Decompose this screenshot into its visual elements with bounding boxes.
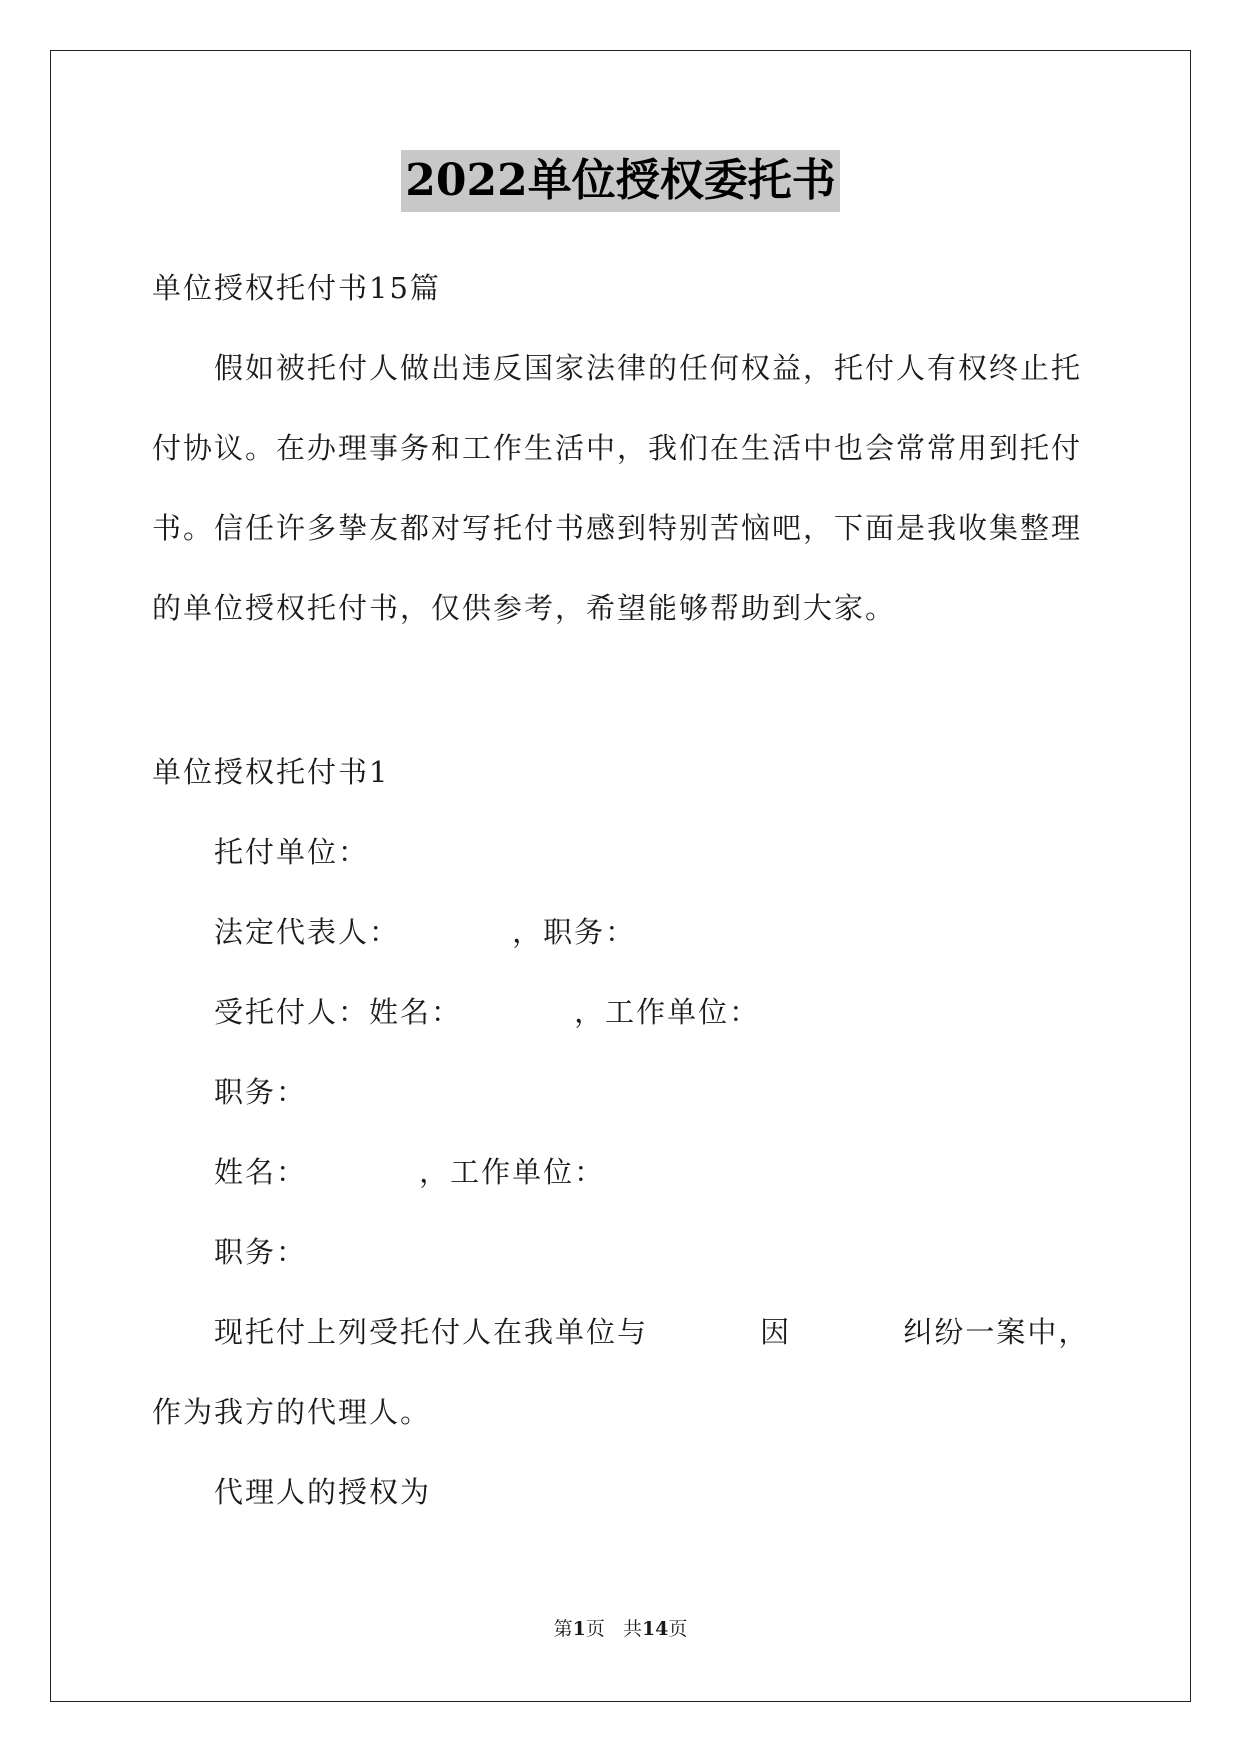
- document-title: 2022单位授权委托书: [401, 150, 839, 212]
- footer-prefix: 第: [553, 1618, 573, 1640]
- footer-mid: 页 共: [585, 1618, 642, 1640]
- intro-line-4: 的单位授权托付书，仅供参考，希望能够帮助到大家。: [152, 591, 897, 625]
- document-subtitle: 单位授权托付书15篇: [152, 271, 441, 305]
- field-position-1: 职务：: [214, 1075, 308, 1109]
- body-line-3: 代理人的授权为: [214, 1475, 432, 1509]
- title-container: [0, 150, 1241, 212]
- footer-suffix: 页: [668, 1618, 688, 1640]
- field-trustee-2: 姓名： ，工作单位：: [214, 1155, 606, 1189]
- field-position-2: 职务：: [214, 1235, 308, 1269]
- section-heading: 单位授权托付书1: [152, 755, 390, 789]
- footer-page-total: 14: [641, 1618, 669, 1640]
- field-trustee-1: 受托付人：姓名： ，工作单位：: [214, 995, 761, 1029]
- body-line-1: 现托付上列受托付人在我单位与 因 纠纷一案中，: [214, 1315, 1090, 1349]
- intro-line-3: 书。信任许多挚友都对写托付书感到特别苦恼吧，下面是我收集整理: [152, 511, 1083, 545]
- intro-line-2: 付协议。在办理事务和工作生活中，我们在生活中也会常常用到托付: [152, 431, 1083, 465]
- page-footer: [0, 1614, 1241, 1641]
- footer-page-number: 1: [572, 1618, 586, 1640]
- field-legal-rep: 法定代表人： ，职务：: [214, 915, 637, 949]
- intro-line-1: 假如被托付人做出违反国家法律的任何权益，托付人有权终止托: [214, 351, 1083, 385]
- field-entrust-unit: 托付单位：: [214, 835, 370, 869]
- body-line-2: 作为我方的代理人。: [152, 1395, 432, 1429]
